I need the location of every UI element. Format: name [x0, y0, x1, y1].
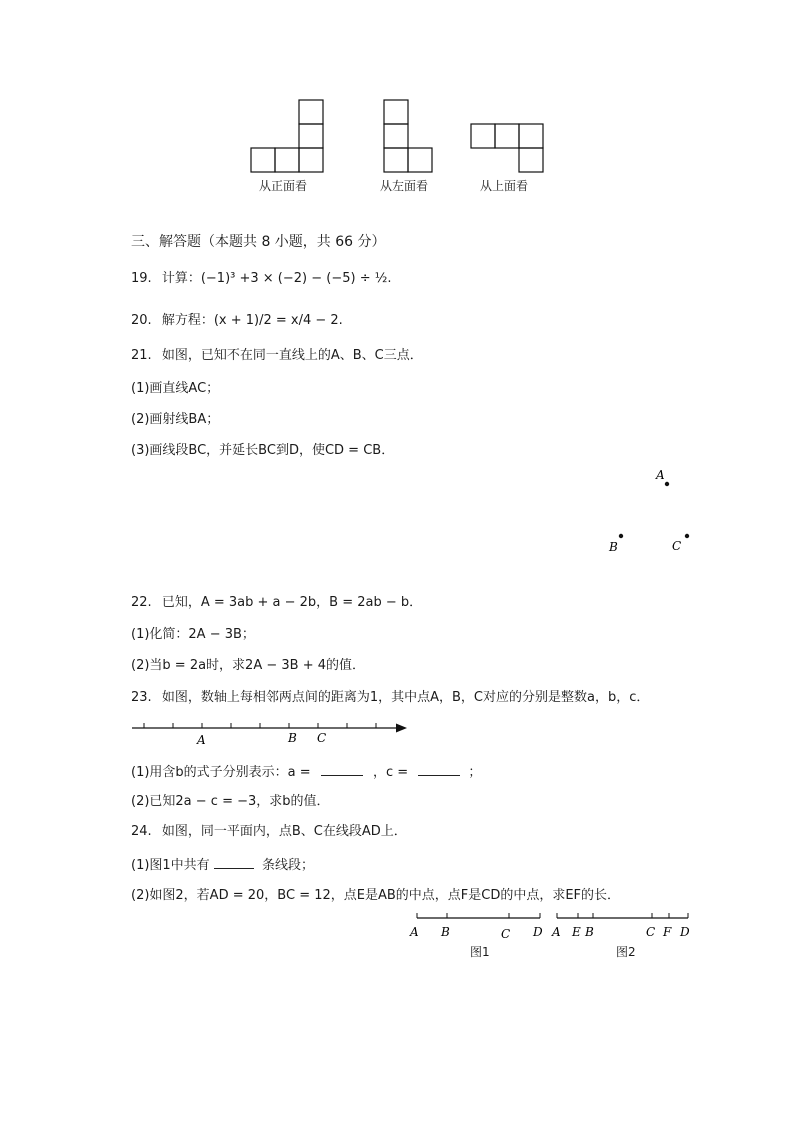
- section-heading: 三、解答题（本题共 8 小题，共 66 分）: [131, 234, 386, 250]
- q22-part2: (2)当b = 2a时，求2A − 3B + 4的值．: [131, 658, 366, 673]
- question-20: [131, 313, 343, 329]
- q23-part1-mid: ，c =: [372, 765, 409, 780]
- q19-number: 19.: [131, 271, 152, 286]
- q23-part1-prefix: (1)用含b的式子分别表示：a =: [131, 765, 311, 780]
- q23-part2: (2)已知2a − c = −3，求b的值．: [131, 794, 330, 809]
- fig2-label-e: E: [572, 925, 581, 939]
- fig2-label-c: C: [646, 925, 656, 939]
- point-a-dot: [665, 482, 669, 486]
- segment-figure-1: [405, 908, 550, 942]
- question-19: [131, 271, 391, 287]
- fig2-label-f: F: [663, 925, 672, 939]
- fig1-caption: 图1: [470, 945, 490, 959]
- front-view-caption: 从正面看: [259, 179, 308, 193]
- point-c-dot: [685, 534, 689, 538]
- answer-blank-segments[interactable]: [214, 856, 254, 869]
- question-23: [131, 690, 649, 706]
- q22-number: 22.: [131, 595, 152, 610]
- three-views-figure: [245, 95, 555, 175]
- fig1-label-a: A: [410, 925, 419, 939]
- answer-blank-a[interactable]: [321, 763, 363, 776]
- point-b-label: B: [609, 540, 618, 554]
- top-view-caption: 从上面看: [480, 179, 529, 193]
- q22-stem: 已知，A = 3ab + a − 2b，B = 2ab − b．: [161, 595, 423, 610]
- q21-stem: 如图，已知不在同一直线上的A、B、C三点．: [161, 348, 423, 363]
- q22-part1: (1)化简：2A − 3B；: [131, 627, 255, 642]
- q24-number: 24.: [131, 824, 152, 839]
- question-21: [131, 348, 423, 364]
- numline-label-b: B: [288, 731, 297, 745]
- fig1-label-d: D: [533, 925, 543, 939]
- fig2-caption: 图2: [616, 945, 636, 959]
- fig2-label-d: D: [680, 925, 690, 939]
- point-a-label: A: [656, 468, 665, 482]
- q24-part1-suffix: 条线段；: [261, 858, 314, 873]
- q21-part2: (2)画射线BA；: [131, 412, 220, 427]
- fig2-label-b: B: [585, 925, 594, 939]
- q21-points-figure: [600, 462, 700, 557]
- q24-part1-prefix: (1)图1中共有: [131, 858, 210, 873]
- q23-stem: 如图，数轴上每相邻两点间的距离为1，其中点A，B，C对应的分别是整数a，b，c．: [161, 690, 650, 705]
- q20-text: 解方程：(x + 1)/2 = x/4 − 2.: [161, 313, 343, 328]
- q24-part1: [131, 856, 314, 874]
- q21-part1: (1)画直线AC；: [131, 381, 220, 396]
- q21-number: 21.: [131, 348, 152, 363]
- numline-label-c: C: [317, 731, 327, 745]
- q21-part3: (3)画线段BC，并延长BC到D，使CD = CB．: [131, 443, 395, 458]
- numline-label-a: A: [197, 733, 206, 747]
- question-22: [131, 595, 422, 611]
- q23-part1-end: ；: [468, 765, 482, 780]
- question-24: [131, 824, 407, 840]
- q20-number: 20.: [131, 313, 152, 328]
- point-c-label: C: [672, 539, 682, 553]
- q19-text: 计算：(−1)³ +3 × (−2) − (−5) ÷ ½.: [161, 271, 392, 286]
- left-view-caption: 从左面看: [380, 179, 429, 193]
- answer-blank-c[interactable]: [418, 763, 460, 776]
- fig1-label-b: B: [441, 925, 450, 939]
- q24-part2: (2)如图2，若AD = 20，BC = 12，点E是AB的中点，点F是CD的中点，求EF的长．: [131, 888, 621, 903]
- fig1-label-c: C: [501, 927, 511, 941]
- point-b-dot: [619, 534, 623, 538]
- number-line-figure: [128, 718, 413, 750]
- q23-number: 23.: [131, 690, 152, 705]
- segment-figure-2: [548, 908, 698, 942]
- q24-stem: 如图，同一平面内，点B、C在线段AD上．: [161, 824, 407, 839]
- fig2-label-a: A: [552, 925, 561, 939]
- q23-part1: [131, 763, 481, 781]
